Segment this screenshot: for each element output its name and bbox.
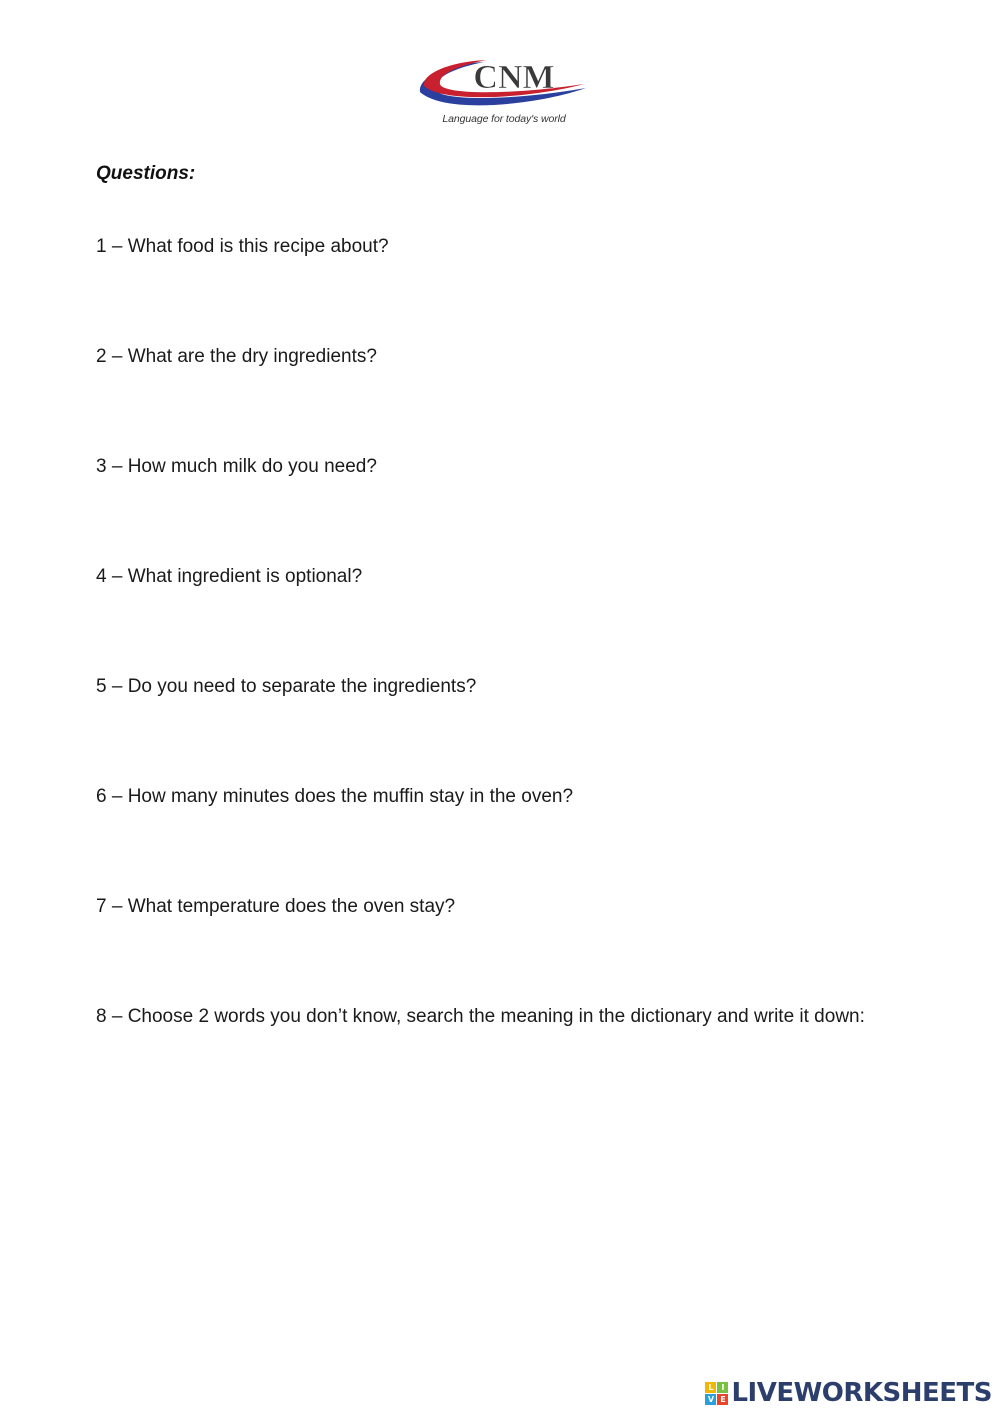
question-3: 3 – How much milk do you need? [96,456,377,477]
question-5: 5 – Do you need to separate the ingredients? [96,676,477,697]
questions-heading: Questions: [96,163,196,184]
question-8: 8 – Choose 2 words you don’t know, search the meaning in the dictionary and write it down: [96,1006,865,1027]
question-7: 7 – What temperature does the oven stay? [96,896,456,917]
badge-letter-i: I [717,1382,728,1393]
question-2: 2 – What are the dry ingredients? [96,346,377,367]
badge-letter-e: E [717,1394,728,1405]
liveworksheets-watermark [705,1379,992,1407]
question-4: 4 – What ingredient is optional? [96,566,363,587]
question-1: 1 – What food is this recipe about? [96,236,389,257]
badge-letter-v: V [705,1394,716,1405]
cnm-logo-text: CNM [473,59,555,96]
liveworksheets-badge-icon [705,1382,728,1405]
liveworksheets-text: LIVEWORKSHEETS [731,1378,992,1408]
question-6: 6 – How many minutes does the muffin stay in the oven? [96,786,574,807]
logo-tagline: Language for today's world [442,113,566,125]
badge-letter-l: L [705,1382,716,1393]
cnm-logo-swoosh [414,54,594,114]
